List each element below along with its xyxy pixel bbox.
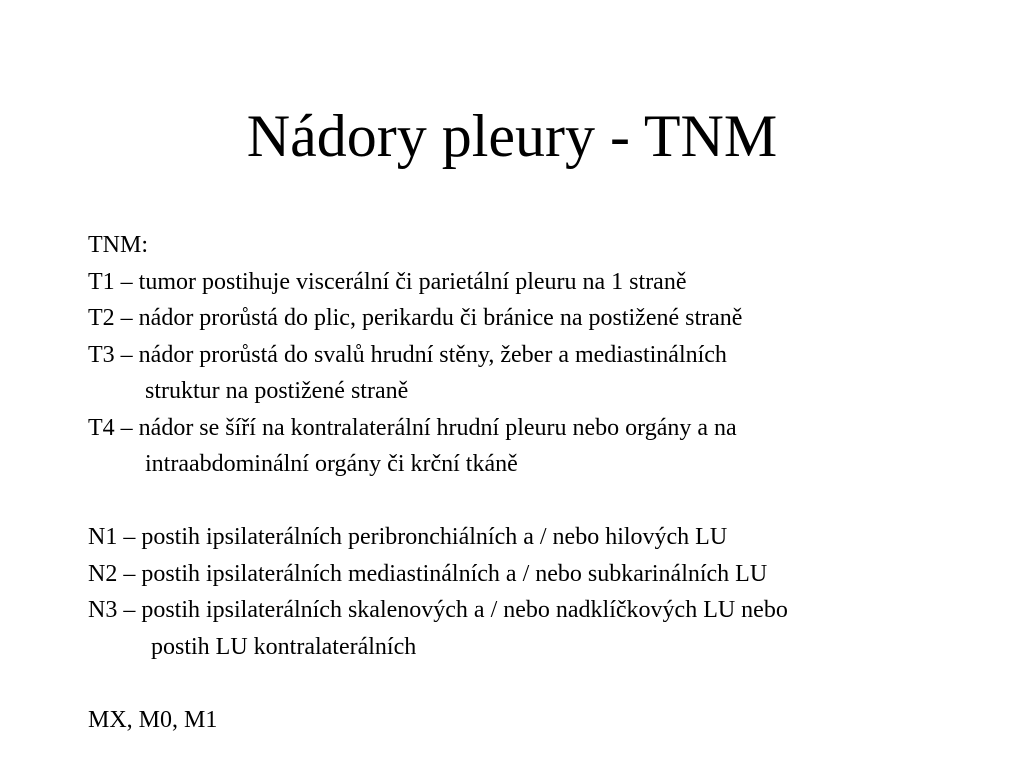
t1-line: T1 – tumor postihuje viscerální či parietální pleuru na 1 straně: [88, 268, 687, 295]
m-line: MX, M0, M1: [88, 706, 218, 733]
blank-line: [88, 483, 988, 520]
t2-line: T2 – nádor prorůstá do plic, perikardu či bránice na postižené straně: [88, 305, 743, 331]
slide-body: [88, 227, 988, 738]
n3-line: N3 – postih ipsilaterálních skalenových a / nebo nadklíčkových LU nebo: [88, 597, 788, 623]
t4-line: T4 – nádor se šíří na kontralaterální hrudní pleuru nebo orgány a na: [88, 414, 737, 441]
blank-line: [88, 665, 988, 702]
tnm-heading: TNM:: [88, 232, 148, 258]
t3-line: T3 – nádor prorůstá do svalů hrudní stěny, žeber a mediastinálních: [88, 341, 727, 368]
n1-line: N1 – postih ipsilaterálních peribronchiálních a / nebo hilových LU: [88, 524, 728, 550]
t4-line-continued: intraabdominální orgány či krční tkáně: [145, 451, 518, 477]
n3-line-continued: postih LU kontralaterálních: [151, 633, 417, 660]
n2-line: N2 – postih ipsilaterálních mediastinálních a / nebo subkarinálních LU: [88, 560, 768, 587]
slide-title: Nádory pleury - TNM: [246, 103, 778, 169]
t3-line-continued: struktur na postižené straně: [145, 378, 409, 404]
